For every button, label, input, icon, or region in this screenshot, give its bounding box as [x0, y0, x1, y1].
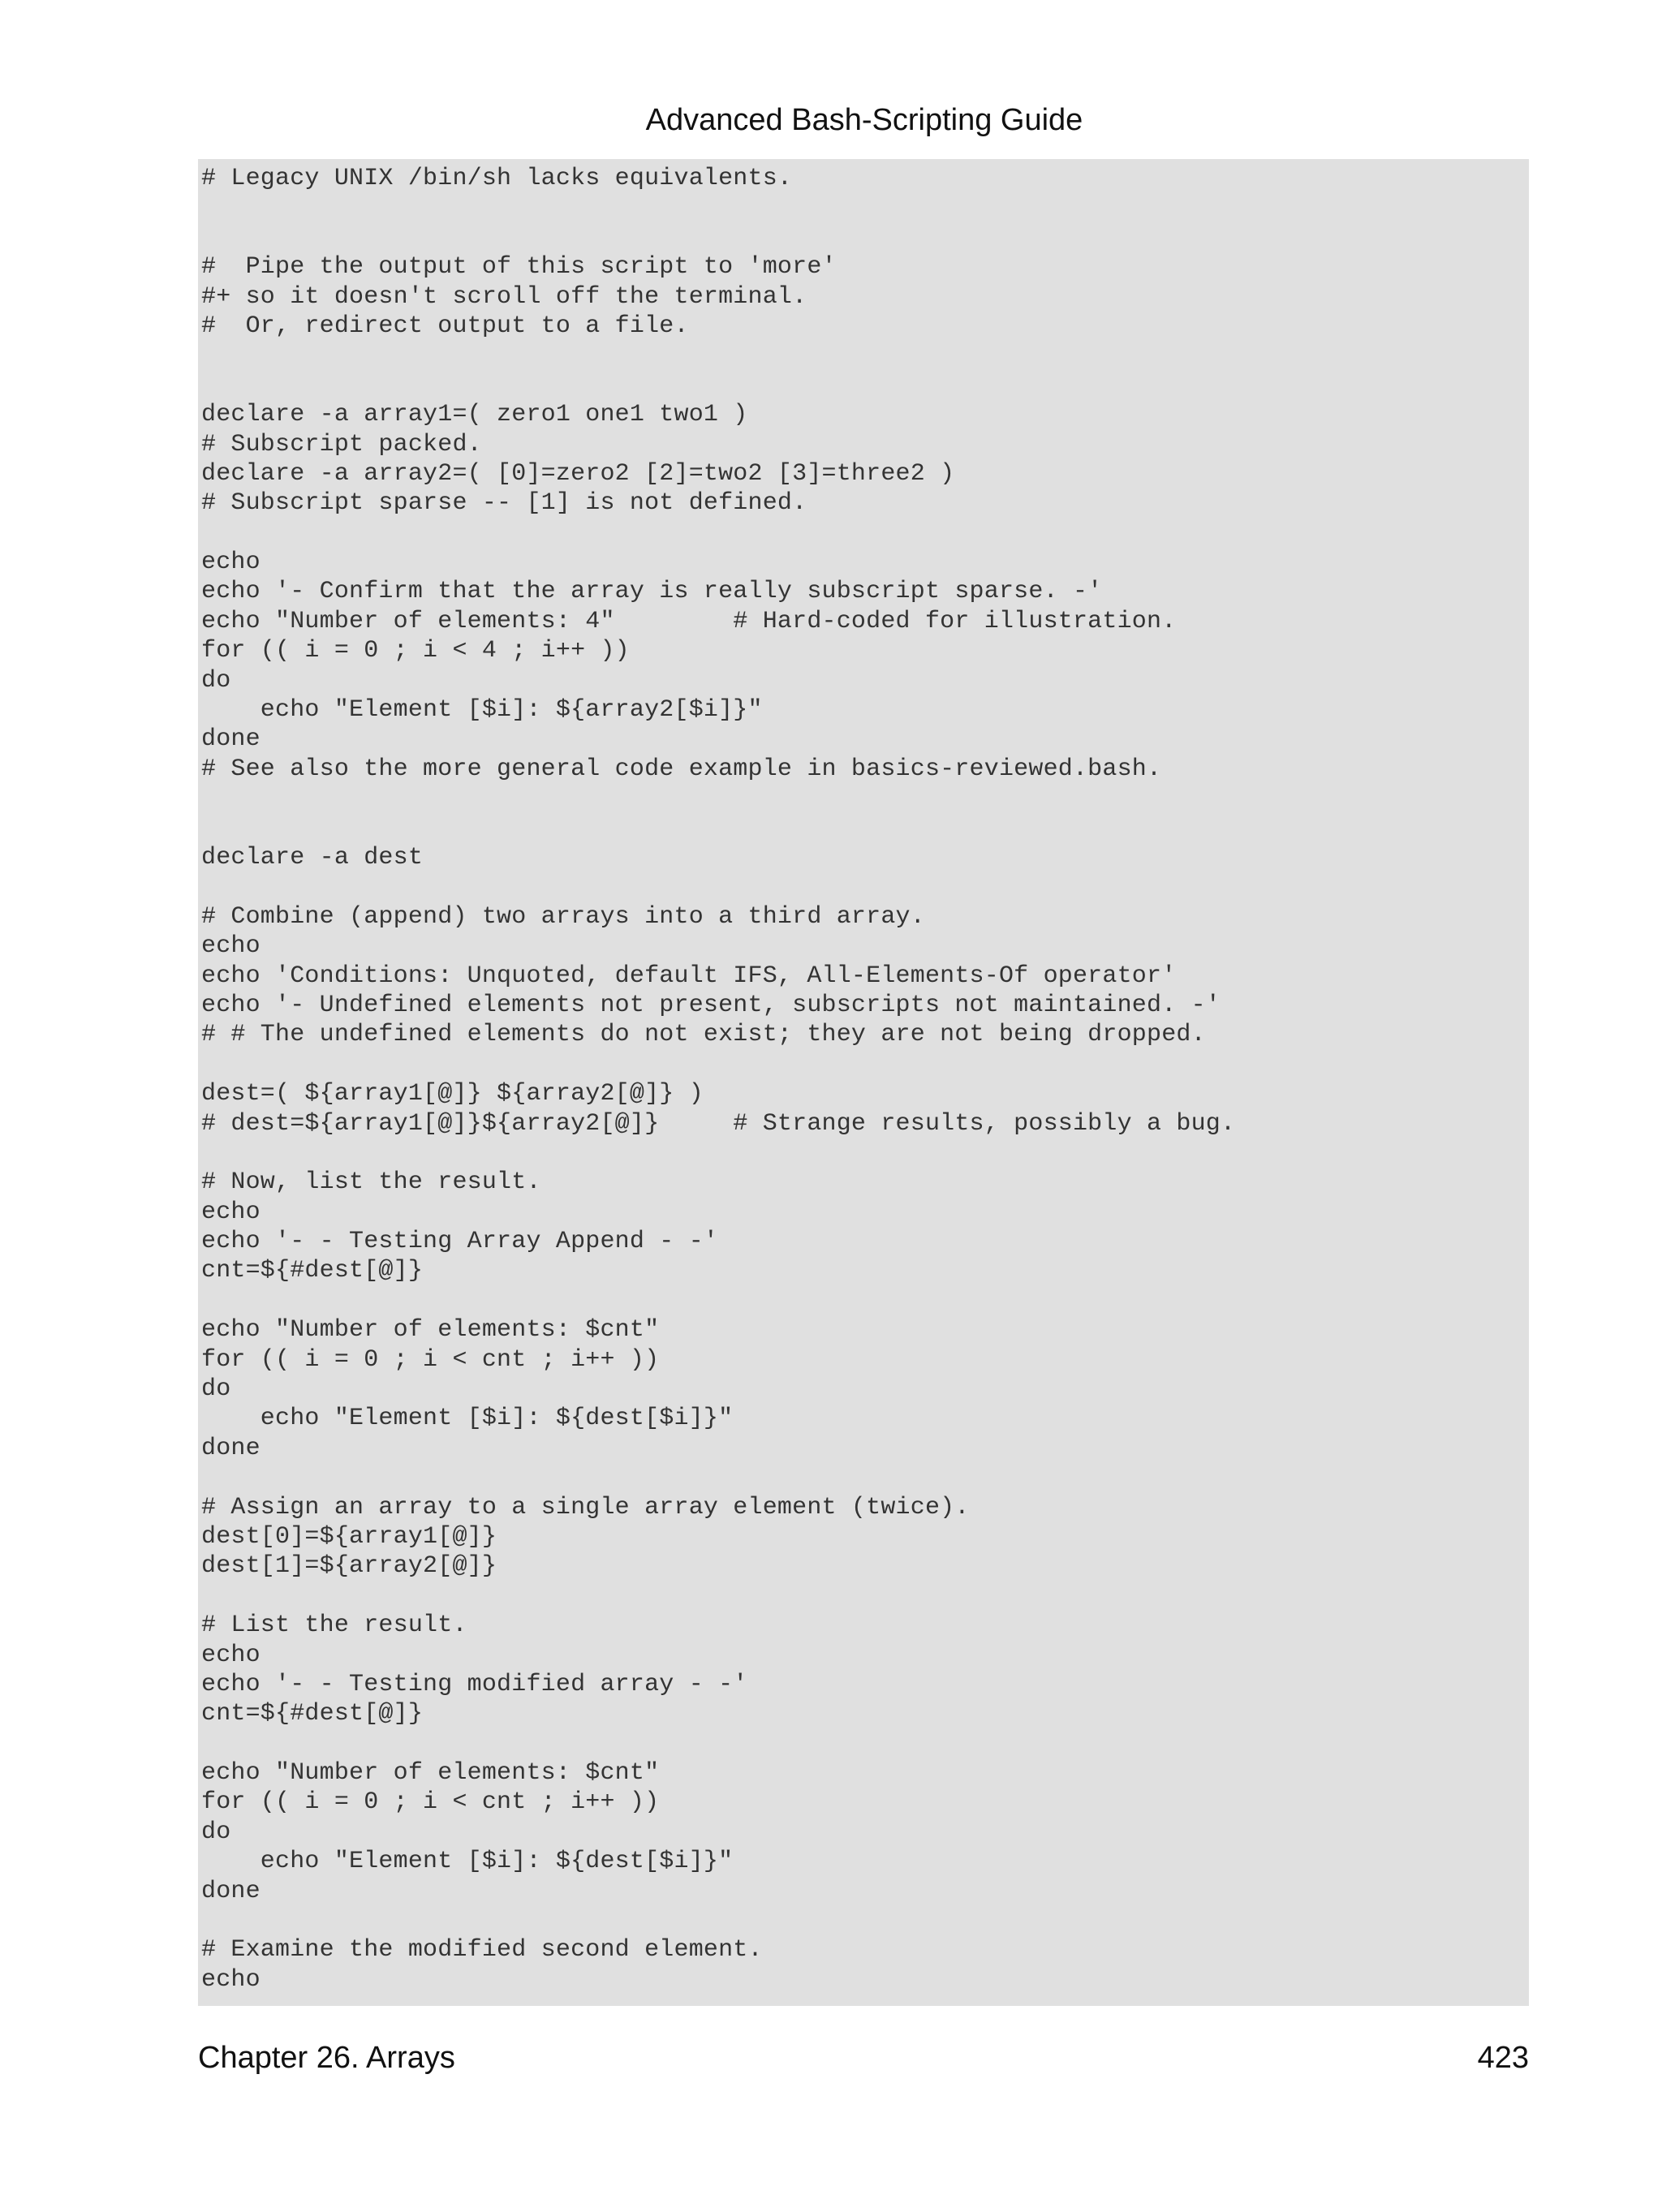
code-line [201, 341, 1529, 370]
code-line: echo "Element [$i]: ${dest[$i]}" [201, 1848, 734, 1876]
code-line [201, 519, 1529, 548]
code-line: cnt=${#dest[@]} [201, 1257, 424, 1285]
code-line: do [201, 1818, 231, 1846]
code-line: echo "Number of elements: 4" # Hard-coded for illustration. [201, 607, 1177, 635]
code-line: do [201, 1375, 231, 1404]
code-line: echo "Number of elements: $cnt" [201, 1759, 660, 1788]
code-line: declare -a array2=( [0]=zero2 [2]=two2 [3]=three2 ) [201, 459, 955, 488]
code-line: # Subscript packed. [201, 430, 482, 458]
code-line: # Combine (append) two arrays into a third array. [201, 902, 925, 931]
code-line: dest[0]=${array1[@]} [201, 1522, 497, 1551]
code-line: for (( i = 0 ; i < 4 ; i++ )) [201, 637, 630, 665]
code-line: # dest=${array1[@]}${array2[@]} # Strange results, possibly a bug. [201, 1109, 1236, 1138]
code-line: echo [201, 549, 260, 577]
code-line: echo '- - Testing modified array - -' [201, 1670, 748, 1698]
code-line [201, 814, 1529, 843]
code-line: dest[1]=${array2[@]} [201, 1552, 497, 1581]
code-line: # Or, redirect output to a file. [201, 312, 689, 340]
code-line: echo [201, 932, 260, 961]
code-line: # List the result. [201, 1612, 467, 1640]
code-line: # Now, list the result. [201, 1168, 541, 1197]
code-line: done [201, 725, 260, 754]
code-line [201, 1050, 1529, 1079]
code-line: for (( i = 0 ; i < cnt ; i++ )) [201, 1788, 660, 1817]
code-line [201, 1582, 1529, 1611]
code-line [201, 1138, 1529, 1168]
code-line: # # The undefined elements do not exist; they are not being dropped. [201, 1021, 1206, 1049]
code-line: #+ so it doesn't scroll off the terminal. [201, 282, 807, 311]
code-line: echo "Number of elements: $cnt" [201, 1316, 660, 1345]
code-line: echo '- Confirm that the array is really subscript sparse. -' [201, 578, 1103, 606]
code-line: # Subscript sparse -- [1] is not defined. [201, 489, 807, 518]
code-line: # Pipe the output of this script to 'more' [201, 253, 837, 282]
footer-chapter-title: Chapter 26. Arrays [198, 2041, 455, 2075]
footer-page-number: 423 [1477, 2041, 1529, 2075]
code-line: cnt=${#dest[@]} [201, 1700, 424, 1728]
page-footer [198, 2033, 1529, 2082]
code-line: # Assign an array to a single array element (twice). [201, 1493, 970, 1521]
code-line [201, 1286, 1529, 1315]
code-line: done [201, 1877, 260, 1905]
code-line: echo '- Undefined elements not present, subscripts not maintained. -' [201, 991, 1221, 1019]
code-line: do [201, 666, 231, 695]
code-line: declare -a dest [201, 843, 424, 871]
code-line: echo [201, 1641, 260, 1669]
code-line: echo 'Conditions: Unquoted, default IFS, All-Elements-Of operator' [201, 962, 1177, 990]
code-line [201, 872, 1529, 902]
page-header-title: Advanced Bash-Scripting Guide [645, 103, 1083, 137]
code-line [201, 371, 1529, 400]
code-line [201, 193, 1529, 222]
code-line [201, 784, 1529, 813]
code-line: echo "Element [$i]: ${array2[$i]}" [201, 696, 763, 725]
code-line: echo [201, 1965, 260, 1994]
code-line: echo [201, 1198, 260, 1226]
code-line [201, 1729, 1529, 1758]
code-line [201, 223, 1529, 252]
code-line: # See also the more general code example in basics-reviewed.bash. [201, 755, 1162, 783]
code-line: done [201, 1434, 260, 1462]
code-line [201, 1463, 1529, 1492]
code-line: echo "Element [$i]: ${dest[$i]}" [201, 1405, 734, 1433]
code-line: # Legacy UNIX /bin/sh lacks equivalents. [201, 165, 793, 192]
code-line: declare -a array1=( zero1 one1 two1 ) [201, 401, 748, 429]
code-line [201, 1906, 1529, 1935]
code-listing [198, 159, 1529, 2006]
code-line: dest=( ${array1[@]} ${array2[@]} ) [201, 1080, 704, 1108]
code-line: for (( i = 0 ; i < cnt ; i++ )) [201, 1345, 660, 1374]
code-line: echo '- - Testing Array Append - -' [201, 1228, 719, 1256]
code-line: # Examine the modified second element. [201, 1936, 763, 1965]
